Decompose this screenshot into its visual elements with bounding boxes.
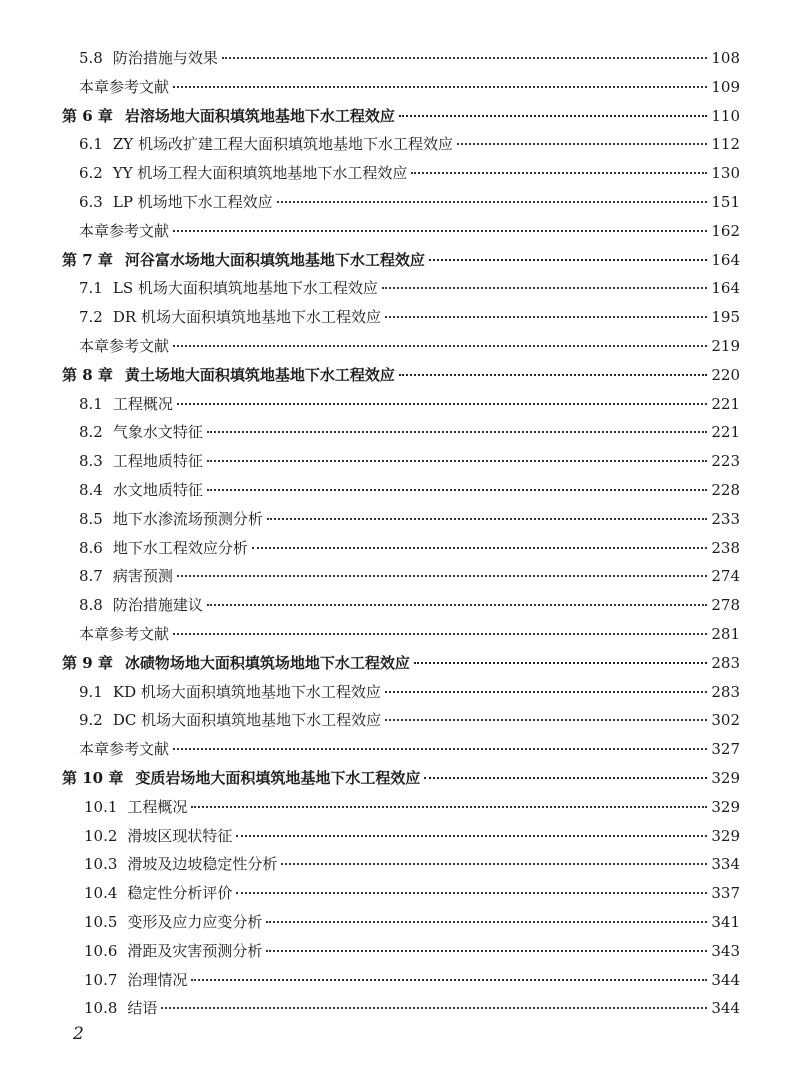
toc-section-entry[interactable] — [62, 418, 740, 447]
dot-leader — [281, 863, 707, 865]
toc-entry-title: 冰碛物场地大面积填筑场地地下水工程效应 — [124, 653, 410, 672]
toc-entry-page: 329 — [711, 768, 740, 787]
dot-leader — [277, 201, 708, 203]
toc-section-entry[interactable] — [62, 534, 740, 563]
dot-leader — [173, 633, 707, 635]
toc-entry-number: 8.1 — [79, 394, 103, 413]
toc-entry-number: 8.7 — [79, 567, 103, 586]
toc-chapter-entry[interactable] — [62, 246, 740, 275]
toc-entry-page: 344 — [711, 999, 740, 1018]
toc-section-entry[interactable] — [62, 678, 740, 707]
toc-entry-title: 岩溶场地大面积填筑地基地下水工程效应 — [124, 106, 395, 125]
toc-entry-page: 162 — [711, 221, 740, 240]
dot-leader — [207, 489, 707, 491]
toc-entry-page: 219 — [711, 336, 740, 355]
table-of-contents — [62, 44, 740, 1023]
toc-section-entry[interactable] — [62, 159, 740, 188]
toc-entry-number: 10.5 — [84, 912, 118, 931]
dot-leader — [266, 921, 707, 923]
toc-entry-number: 10.6 — [84, 941, 118, 960]
dot-leader — [173, 230, 707, 232]
toc-entry-title: 变形及应力应变分析 — [127, 912, 263, 931]
toc-section-entry[interactable] — [62, 447, 740, 476]
toc-entry-number: 10.4 — [84, 884, 118, 903]
dot-leader — [177, 403, 707, 405]
toc-section-entry[interactable] — [62, 994, 740, 1023]
toc-entry-number: 8.6 — [79, 538, 103, 557]
toc-entry-number: 第 7 章 — [62, 250, 113, 269]
toc-references-entry[interactable] — [62, 332, 740, 361]
toc-entry-page: 337 — [711, 884, 740, 903]
dot-leader — [161, 1007, 707, 1009]
toc-section-entry[interactable] — [62, 908, 740, 937]
dot-leader — [252, 547, 707, 549]
toc-entry-number: 6.1 — [79, 135, 103, 154]
dot-leader — [399, 374, 707, 376]
toc-entry-title: 地下水渗流场预测分析 — [112, 509, 263, 528]
toc-entry-page: 334 — [711, 855, 740, 874]
toc-section-entry[interactable] — [62, 822, 740, 851]
dot-leader — [173, 748, 707, 750]
toc-entry-title: DR 机场大面积填筑地基地下水工程效应 — [112, 308, 381, 327]
dot-leader — [385, 719, 707, 721]
dot-leader — [399, 115, 707, 117]
toc-references-entry[interactable] — [62, 217, 740, 246]
dot-leader — [207, 431, 707, 433]
toc-entry-title: LS 机场大面积填筑地基地下水工程效应 — [112, 279, 378, 298]
toc-section-entry[interactable] — [62, 793, 740, 822]
toc-entry-title: 结语 — [127, 999, 158, 1018]
dot-leader — [424, 777, 707, 779]
toc-entry-title: 河谷富水场地大面积填筑地基地下水工程效应 — [124, 250, 425, 269]
toc-entry-page: 223 — [711, 452, 740, 471]
dot-leader — [173, 86, 707, 88]
toc-entry-page: 329 — [711, 797, 740, 816]
toc-entry-title: 变质岩场地大面积填筑地基地下水工程效应 — [135, 768, 421, 787]
toc-entry-number: 10.2 — [84, 826, 118, 845]
toc-entry-page: 112 — [711, 135, 740, 154]
toc-entry-page: 221 — [711, 394, 740, 413]
toc-section-entry[interactable] — [62, 476, 740, 505]
toc-entry-title: 滑距及灾害预测分析 — [127, 941, 263, 960]
toc-entry-number: 10.7 — [84, 970, 118, 989]
toc-chapter-entry[interactable] — [62, 649, 740, 678]
toc-entry-title: 本章参考文献 — [79, 336, 170, 355]
toc-references-entry[interactable] — [62, 73, 740, 102]
toc-entry-title: 工程概况 — [112, 394, 173, 413]
toc-entry-title: 滑坡及边坡稳定性分析 — [127, 855, 278, 874]
toc-entry-page: 302 — [711, 711, 740, 730]
toc-entry-page: 109 — [711, 77, 740, 96]
toc-entry-page: 233 — [711, 509, 740, 528]
toc-entry-title: LP 机场地下水工程效应 — [112, 192, 273, 211]
toc-entry-number: 8.4 — [79, 480, 103, 499]
toc-entry-number: 5.8 — [79, 49, 103, 67]
toc-entry-page: 278 — [711, 596, 740, 615]
toc-entry-page: 274 — [711, 567, 740, 586]
dot-leader — [173, 345, 707, 347]
dot-leader — [207, 460, 707, 462]
toc-chapter-entry[interactable] — [62, 361, 740, 390]
dot-leader — [266, 950, 707, 952]
toc-entry-title: ZY 机场改扩建工程大面积填筑地基地下水工程效应 — [112, 135, 453, 154]
toc-entry-title: 地下水工程效应分析 — [112, 538, 248, 557]
toc-entry-number: 6.3 — [79, 192, 103, 211]
dot-leader — [191, 806, 707, 808]
toc-entry-page: 281 — [711, 624, 740, 643]
toc-entry-number: 8.5 — [79, 509, 103, 528]
toc-section-entry[interactable] — [62, 879, 740, 908]
toc-section-entry[interactable] — [62, 850, 740, 879]
toc-entry-page: 130 — [711, 164, 740, 183]
toc-section-entry[interactable] — [62, 188, 740, 217]
toc-entry-title: 工程概况 — [127, 797, 188, 816]
toc-entry-page: 108 — [711, 49, 740, 67]
toc-entry-title: 本章参考文献 — [79, 624, 170, 643]
toc-entry-number: 8.2 — [79, 423, 103, 442]
toc-entry-number: 10.8 — [84, 999, 118, 1018]
toc-entry-title: 稳定性分析评价 — [127, 884, 233, 903]
toc-entry-page: 164 — [711, 279, 740, 298]
toc-entry-page: 327 — [711, 740, 740, 759]
toc-entry-title: 本章参考文献 — [79, 740, 170, 759]
toc-section-entry[interactable] — [62, 274, 740, 303]
toc-entry-number: 第 10 章 — [62, 768, 124, 787]
toc-section-entry[interactable] — [62, 303, 740, 332]
toc-entry-number: 7.2 — [79, 308, 103, 327]
toc-entry-title: 气象水文特征 — [112, 423, 203, 442]
toc-references-entry[interactable] — [62, 735, 740, 764]
toc-chapter-entry[interactable] — [62, 764, 740, 793]
toc-entry-page: 228 — [711, 480, 740, 499]
dot-leader — [385, 691, 707, 693]
page-number: 2 — [73, 1024, 84, 1044]
dot-leader — [429, 259, 707, 261]
toc-section-entry[interactable] — [62, 562, 740, 591]
toc-section-entry[interactable] — [62, 44, 740, 73]
toc-section-entry[interactable] — [62, 966, 740, 995]
toc-entry-page: 283 — [711, 682, 740, 701]
toc-section-entry[interactable] — [62, 505, 740, 534]
dot-leader — [385, 316, 707, 318]
dot-leader — [236, 892, 707, 894]
toc-entry-title: YY 机场工程大面积填筑地基地下水工程效应 — [112, 164, 408, 183]
toc-section-entry[interactable] — [62, 130, 740, 159]
toc-entry-page: 221 — [711, 423, 740, 442]
toc-entry-number: 9.2 — [79, 711, 103, 730]
toc-entry-number: 9.1 — [79, 682, 103, 701]
toc-entry-page: 110 — [711, 106, 740, 125]
toc-entry-page: 344 — [711, 970, 740, 989]
dot-leader — [222, 57, 707, 59]
dot-leader — [236, 835, 707, 837]
toc-entry-number: 第 8 章 — [62, 365, 113, 384]
toc-entry-title: DC 机场大面积填筑地基地下水工程效应 — [112, 711, 382, 730]
toc-section-entry[interactable] — [62, 706, 740, 735]
toc-entry-title: 工程地质特征 — [112, 452, 203, 471]
toc-entry-number: 10.3 — [84, 855, 118, 874]
toc-entry-page: 238 — [711, 538, 740, 557]
toc-entry-number: 10.1 — [84, 797, 118, 816]
toc-entry-title: 本章参考文献 — [79, 221, 170, 240]
toc-entry-page: 283 — [711, 653, 740, 672]
toc-entry-title: 病害预测 — [112, 567, 173, 586]
toc-entry-number: 6.2 — [79, 164, 103, 183]
toc-references-entry[interactable] — [62, 620, 740, 649]
toc-section-entry[interactable] — [62, 591, 740, 620]
toc-chapter-entry[interactable] — [62, 102, 740, 131]
toc-entry-number: 8.8 — [79, 596, 103, 615]
dot-leader — [382, 287, 707, 289]
toc-entry-number: 7.1 — [79, 279, 103, 298]
toc-entry-title: 本章参考文献 — [79, 77, 170, 96]
toc-section-entry[interactable] — [62, 937, 740, 966]
toc-entry-number: 第 6 章 — [62, 106, 113, 125]
toc-entry-title: 水文地质特征 — [112, 480, 203, 499]
toc-entry-title: KD 机场大面积填筑地基地下水工程效应 — [112, 682, 381, 701]
toc-entry-page: 343 — [711, 941, 740, 960]
toc-entry-page: 195 — [711, 308, 740, 327]
toc-entry-number: 8.3 — [79, 452, 103, 471]
toc-entry-page: 329 — [711, 826, 740, 845]
toc-entry-title: 治理情况 — [127, 970, 188, 989]
toc-entry-title: 防治措施建议 — [112, 596, 203, 615]
dot-leader — [177, 575, 707, 577]
toc-entry-title: 滑坡区现状特征 — [127, 826, 233, 845]
toc-entry-page: 341 — [711, 912, 740, 931]
toc-entry-title: 防治措施与效果 — [112, 49, 218, 67]
toc-entry-page: 164 — [711, 250, 740, 269]
dot-leader — [191, 979, 707, 981]
dot-leader — [457, 143, 707, 145]
dot-leader — [414, 662, 707, 664]
toc-entry-page: 220 — [711, 365, 740, 384]
dot-leader — [267, 518, 707, 520]
dot-leader — [411, 172, 707, 174]
toc-entry-number: 第 9 章 — [62, 653, 113, 672]
toc-entry-title: 黄土场地大面积填筑地基地下水工程效应 — [124, 365, 395, 384]
dot-leader — [207, 604, 707, 606]
toc-entry-page: 151 — [711, 192, 740, 211]
toc-section-entry[interactable] — [62, 390, 740, 419]
